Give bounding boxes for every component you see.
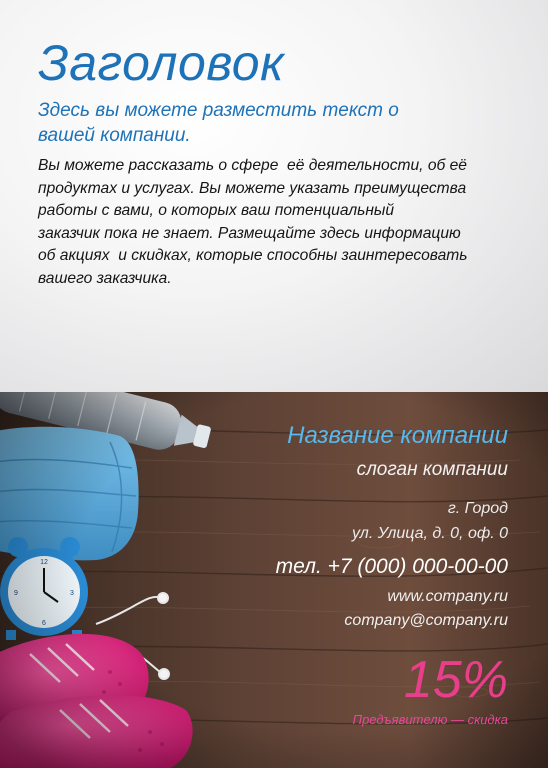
page-subtitle: Здесь вы можете разместить текст о вашей компании.: [38, 100, 399, 146]
company-city: г. Город: [447, 500, 508, 517]
discount-value: 15%: [403, 651, 508, 709]
description-line: продуктах и услугах. Вы можете указать преимущества: [38, 179, 467, 197]
description-text: [38, 155, 518, 290]
company-email: company@company.ru: [344, 612, 508, 629]
company-phone: тел. +7 (000) 000-00-00: [275, 555, 508, 578]
company-website: www.company.ru: [387, 588, 508, 605]
description-line: заказчик пока не знает. Размещайте здесь информацию: [38, 224, 461, 242]
company-address: ул. Улица, д. 0, оф. 0: [351, 525, 508, 542]
description-line: об акциях и скидках, которые способны заинтересовать: [38, 247, 468, 264]
description-line: Вы можете рассказать о сфере её деятельности, об её: [38, 157, 467, 174]
company-name: Название компании: [287, 422, 508, 449]
page-title: Заголовок: [38, 35, 285, 91]
discount-note: Предъявителю — скидка: [352, 712, 508, 727]
description-line: работы с вами, о которых ваш потенциальный: [38, 202, 395, 219]
company-slogan: слоган компании: [356, 459, 508, 480]
description-line: вашего заказчика.: [38, 269, 172, 287]
